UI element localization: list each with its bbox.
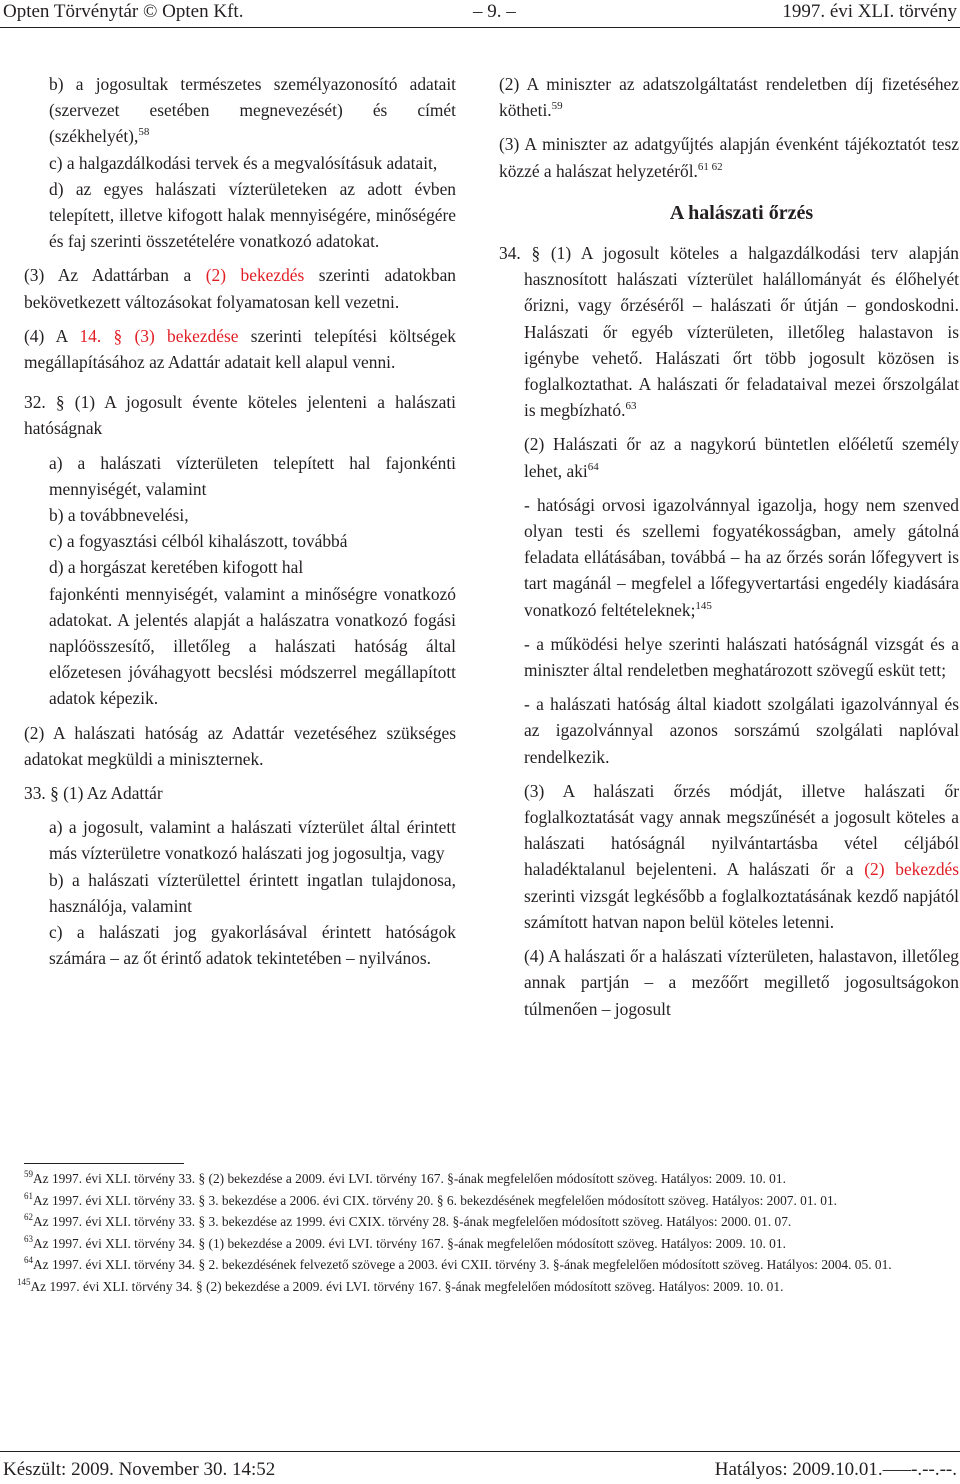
condition-item: - a halászati hatóság által kiadott szolgálati igazolvánnyal és az igazolvánnyal azonos sorszámú szolgálati naplóval rendelkezik. — [524, 694, 959, 767]
condition-item: - hatósági orvosi igazolvánnyal igazolja, hogy nem szenved olyan testi és szellemi fogyatékosságban, amely gátolná feladata ellátásában, továbbá – ha az őrzés során lőfegyvert is tart magánál – megfelel a lőfegyvertartási engedély kiadására vonatkozó feltételeknek;$^{145}$ — [524, 494, 959, 620]
section-33-1: 33. § (1) Az Adattár — [24, 783, 163, 804]
section-32-d-continued: fajonkénti mennyiségét, valamint a minőségre vonatkozó adatokat. A jelentés alapját a halászatra vonatkozó fogási naplóösszesítő, illetőleg a halászati hatóság által előzetesen jóváhagyott becslési módszerrel megállapított adatok képezik. — [49, 583, 456, 709]
section-32-c: c) a fogyasztási célból kihalászott, továbbá — [49, 531, 348, 552]
section-34-2: (2) Halászati őr az a nagykorú büntetlen előéletű személy lehet, aki$^{64}$ — [524, 434, 959, 481]
page-header — [0, 0, 960, 26]
paragraph-31-2-d: d) az egyes halászati vízterületeken az adott évben telepített, illetve kifogott halak mennyiségére, minőségére és faj szerinti összetételére vonatkozó adatokat. — [49, 178, 456, 252]
footnote-number: 62 — [24, 1212, 33, 1223]
paragraph-31-2-b: b) a jogosultak természetes személyazonosító adatait (szervezet esetében megnevezését) és címét (székhelyét),$^{58}$ — [49, 74, 456, 147]
footnote-ref[interactable]: 58 — [138, 126, 150, 139]
footnote: $^{62}$Az 1997. évi XLI. törvény 33. § 3. bekezdése az 1999. évi CXIX. törvény 28. §-ának megfelelően módosított szöveg. Hatályos: 2000. 01. 07. — [24, 1212, 792, 1230]
cross-reference-link[interactable]: (2) bekezdés — [205, 265, 305, 286]
footnote-number: 145 — [17, 1276, 31, 1287]
footnote-number: 64 — [24, 1255, 33, 1266]
footnote-ref[interactable]: 63 — [625, 400, 637, 413]
section-33-b: b) a halászati vízterülettel érintett ingatlan tulajdonosa, használója, valamint — [49, 869, 456, 916]
section-32-2: (2) A halászati hatóság az Adattár vezetéséhez szükséges adatokat megküldi a miniszternek. — [24, 722, 456, 769]
footnote-number: 63 — [24, 1233, 33, 1244]
cross-reference-link[interactable]: 14. — [79, 325, 102, 346]
paragraph-33-3: (3) A miniszter az adatgyűjtés alapján évenként tájékoztatót tesz közzé a halászat helyzetéről.$^{61 62}$ — [499, 134, 959, 181]
cross-reference-link[interactable]: (2) bekezdés — [864, 859, 959, 880]
left-column — [24, 71, 456, 972]
footnotes — [3, 1168, 956, 1298]
header-law-title: 1997. évi XLI. törvény — [782, 1, 957, 22]
footnote: $^{61}$Az 1997. évi XLI. törvény 33. § 3. bekezdése a 2006. évi CIX. törvény 20. § 6. bekezdésének megfelelően módosított szöveg. Hatályos: 2007. 01. 01. — [24, 1190, 837, 1208]
footnote-ref[interactable]: 64 — [587, 460, 599, 473]
footnote-rule — [24, 1163, 184, 1164]
footer-generated-date: Készült: 2009. November 30. 14:52 — [3, 1459, 276, 1480]
section-heading: A halászati őrzés — [669, 201, 814, 224]
footnote-ref[interactable]: 61 62 — [697, 160, 723, 173]
right-column — [499, 71, 959, 1022]
section-32-d: d) a horgászat keretében kifogott hal — [49, 557, 304, 578]
condition-item: - a működési helye szerinti halászati hatóságnál vizsgát és a miniszter által rendeletben meghatározott szövegű esküt tett; — [524, 633, 959, 681]
footnote-number: 61 — [24, 1190, 33, 1201]
section-33-a: a) a jogosult, valamint a halászati vízterület által érintett más vízterületre vonatkozó halászati jog jogosultja, vagy — [49, 817, 456, 864]
header-publisher: Opten Törvénytár © Opten Kft. — [3, 1, 244, 22]
section-33-c: c) a halászati jog gyakorlásával érintett hatóságok számára – az őt érintő adatok tekintetében – nyilvános. — [49, 922, 456, 969]
header-page-number: – 9. – — [473, 1, 516, 22]
footnote-ref[interactable]: 59 — [551, 100, 563, 113]
paragraph-31-4: (4) A 14. § (3) bekezdése szerinti telepítési költségek megállapításához az Adattár adatait kell alapul venni. — [24, 325, 456, 373]
footnote: $^{145}$Az 1997. évi XLI. törvény 34. § (2) bekezdése a 2009. évi LVI. törvény 167. §-ának megfelelően módosított szöveg. Hatályos: 2009. 10. 01. — [17, 1276, 784, 1294]
footnote: $^{64}$Az 1997. évi XLI. törvény 34. § 2. bekezdésének felvezető szövege a 2003. évi CXII. törvény 3. §-ának megfelelően módosított szöveg. Hatályos: 2004. 05. 01. — [24, 1255, 892, 1273]
section-34-3: (3) A halászati őrzés módját, illetve halászati őr foglalkoztatását vagy annak megszűnését a jogosult köteles a halászati hatóságnál nyilvántartásba vétel céljából haladéktalanul bejelenteni. A halászati őr a (2) bekezdés szerinti vizsgát legkésőbb a foglalkoztatásának kezdő napjától számított hatvan napon belül köteles letenni. — [524, 780, 959, 932]
footer-rule — [0, 1451, 960, 1452]
footnote: $^{63}$Az 1997. évi XLI. törvény 34. § (1) bekezdése a 2009. évi LVI. törvény 167. §-ának megfelelően módosított szöveg. Hatályos: 2009. 10. 01. — [24, 1233, 786, 1251]
section-34-4: (4) A halászati őr a halászati vízterületen, halastavon, illetőleg annak partján – a mezőőrt megillető jogosultságokon túlmenően – jogosult — [524, 946, 959, 1019]
section-34-1: 34. § (1) A jogosult köteles a halgazdálkodási terv alapján hasznosított halászati vízterület halállományát és élőhelyét őrizni, vagy őrzéséről – halászati őr útján – gondoskodni. Halászati őr egyéb vízterületen, illetőleg halastavon is igénybe vehető. Halászati őrt több jogosult közösen is foglalkoztathat. A halászati őr feladataival mezei őrszolgálat is megbízható.$^{63}$ — [499, 243, 959, 421]
footnote: $^{59}$Az 1997. évi XLI. törvény 33. § (2) bekezdése a 2009. évi LVI. törvény 167. §-ának megfelelően módosított szöveg. Hatályos: 2009. 10. 01. — [24, 1169, 786, 1186]
cross-reference-link[interactable]: § (3) bekezdése — [113, 325, 239, 346]
paragraph-31-3: (3) Az Adattárban a (2) bekezdés szerinti adatokban bekövetkezett változásokat folyamatosan kell vezetni. — [24, 265, 456, 312]
section-32-a: a) a halászati vízterületen telepített hal fajonkénti mennyiségét, valamint — [49, 452, 456, 499]
footnote-number: 59 — [24, 1169, 33, 1179]
section-32-1: 32. § (1) A jogosult évente köteles jelenteni a halászati hatóságnak — [24, 392, 456, 439]
footer-effective-date: Hatályos: 2009.10.01.–––-.--.--. — [714, 1459, 957, 1480]
footnote-ref[interactable]: 145 — [695, 599, 712, 612]
section-32-b: b) a továbbnevelési, — [49, 505, 189, 526]
paragraph-33-2: (2) A miniszter az adatszolgáltatást rendeletben díj fizetéséhez kötheti.$^{59}$ — [499, 74, 959, 121]
header-rule — [0, 27, 960, 28]
paragraph-31-2-c: c) a halgazdálkodási tervek és a megvalósításuk adatait, — [49, 152, 438, 173]
